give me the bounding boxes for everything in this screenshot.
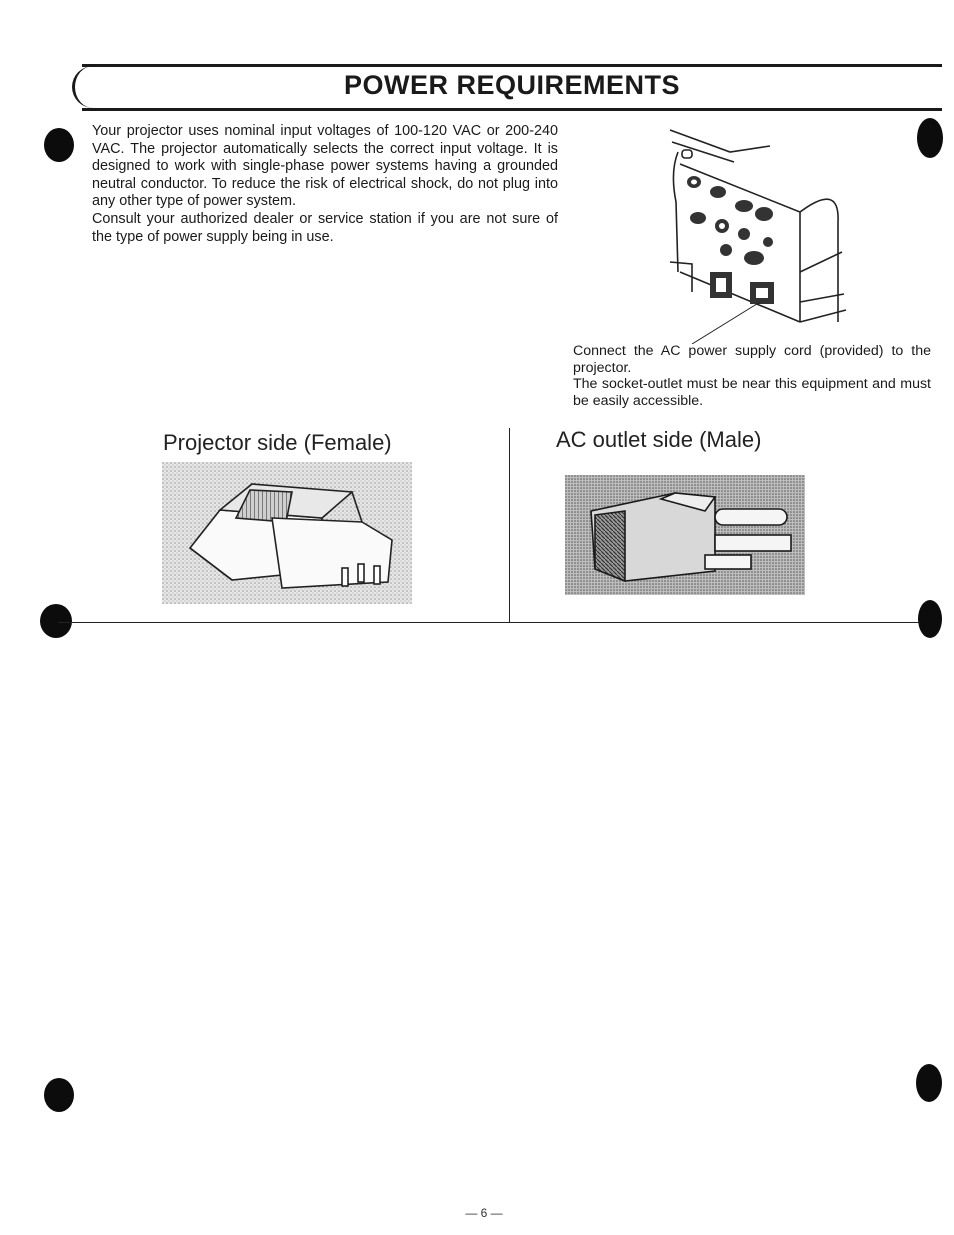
title-rule-top bbox=[82, 64, 942, 67]
intro-paragraph-1: Your projector uses nominal input voltages of 100-120 VAC or 200-240 VAC. The projector automatically selects the correct input voltage. It is designed to work with single-phase power systems having a grounded neutral conductor. To reduce the risk of electrical shock, do not plug into any other type of power system. bbox=[92, 123, 558, 210]
outlet-side-label: AC outlet side (Male) bbox=[556, 427, 762, 452]
page-number: — 6 — bbox=[465, 1206, 503, 1220]
intro-text bbox=[92, 123, 558, 246]
binder-hole-mid-left bbox=[40, 604, 72, 638]
intro-paragraph-2: Consult your authorized dealer or service station if you are not sure of the type of power supply being in use. bbox=[92, 210, 558, 245]
binder-hole-top-right bbox=[917, 118, 943, 158]
caption-paragraph-1: Connect the AC power supply cord (provided) to the projector. bbox=[573, 343, 931, 376]
binder-hole-bottom-left bbox=[44, 1078, 74, 1112]
binder-hole-top-left bbox=[44, 128, 74, 162]
connection-caption bbox=[573, 343, 931, 409]
projector-rear-illustration bbox=[660, 122, 850, 344]
female-connector-illustration bbox=[162, 462, 412, 604]
horizontal-divider bbox=[58, 622, 920, 623]
binder-hole-bottom-right bbox=[916, 1064, 942, 1102]
caption-paragraph-2: The socket-outlet must be near this equipment and must be easily accessible. bbox=[573, 376, 931, 409]
page-title: POWER REQUIREMENTS bbox=[343, 70, 681, 100]
title-rule-bottom bbox=[82, 108, 942, 111]
male-plug-illustration bbox=[565, 475, 805, 595]
binder-hole-mid-right bbox=[918, 600, 942, 638]
vertical-divider bbox=[509, 428, 510, 622]
projector-side-label: Projector side (Female) bbox=[163, 430, 392, 455]
